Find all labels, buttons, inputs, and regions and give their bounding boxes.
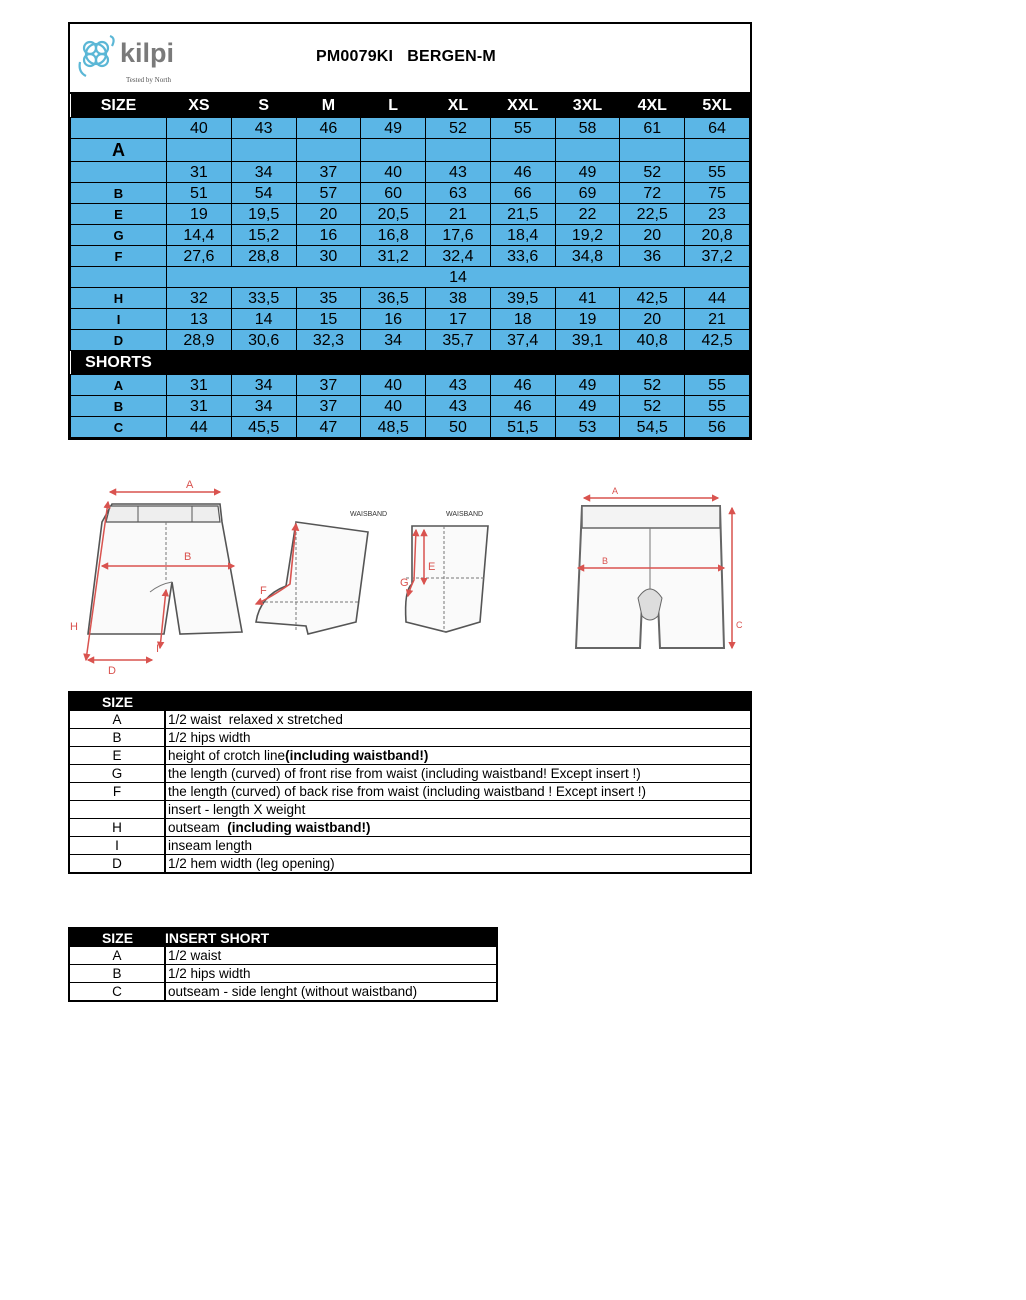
value-cell: 46 [490,162,555,183]
legend-description: 1/2 waist relaxed x stretched [168,711,343,727]
value-cell: 55 [490,118,555,139]
label-b: B [184,551,192,563]
value-cell: 19 [555,309,620,330]
front-rise-waistband: WAISBAND [446,511,484,518]
row-label [71,267,167,288]
shorts-row [71,396,750,417]
value-cell: 44 [167,417,232,438]
value-cell: 49 [555,396,620,417]
row-label [71,118,167,139]
shorts-section-label: SHORTS [71,351,167,375]
insert-legend-row [69,947,497,965]
value-cell [426,139,491,162]
value-cell: 28,8 [231,246,296,267]
legend-text [165,711,751,729]
value-cell: 30,6 [231,330,296,351]
value-cell: 64 [685,118,750,139]
legend-row [69,729,751,747]
insert-legend-text: 1/2 waist [165,947,497,965]
value-cell: 57 [296,183,361,204]
value-cell: 30 [296,246,361,267]
value-cell: 61 [620,118,685,139]
legend-row [69,801,751,819]
legend-description: the length (curved) of front rise from waist (including waistband! Except insert !) [168,765,641,781]
chart-header [70,24,750,94]
row-label: H [71,288,167,309]
value-cell: 32,3 [296,330,361,351]
svg-text:kilpi: kilpi [120,38,175,68]
label-f: F [260,585,267,597]
legend-text [165,729,751,747]
row-label: A [71,375,167,396]
insert-legend-key: B [69,965,165,983]
value-cell: 21 [685,309,750,330]
value-cell: 14,4 [167,225,232,246]
value-cell: 37,2 [685,246,750,267]
insert-short-legend [68,927,498,1002]
value-cell: 52 [426,118,491,139]
value-cell: 47 [296,417,361,438]
value-cell: 18 [490,309,555,330]
value-cell: 43 [426,375,491,396]
value-cell [361,139,426,162]
value-cell: 43 [231,118,296,139]
legend-text [165,837,751,855]
value-cell: 37 [296,375,361,396]
value-cell: 39,5 [490,288,555,309]
value-cell: 55 [685,375,750,396]
measurement-row [71,183,750,204]
size-header-xxl: XXL [490,94,555,118]
value-cell: 22 [555,204,620,225]
row-label: E [71,204,167,225]
legend-size-header: SIZE [69,692,165,711]
value-cell: 14 [231,309,296,330]
row-label: B [71,396,167,417]
value-cell: 18,4 [490,225,555,246]
value-cell: 33,5 [231,288,296,309]
value-cell: 16,8 [361,225,426,246]
value-cell: 52 [620,396,685,417]
value-cell: 63 [426,183,491,204]
value-cell: 49 [555,162,620,183]
measurement-row [71,118,750,139]
measurement-row [71,330,750,351]
value-cell: 46 [296,118,361,139]
back-rise-drawing [256,511,387,634]
legend-description: the length (curved) of back rise from waist (including waistband ! Except insert !) [168,783,646,799]
legend-row [69,711,751,729]
value-cell: 21 [426,204,491,225]
shorts-front-drawing [70,479,242,677]
legend-row [69,783,751,801]
value-cell: 48,5 [361,417,426,438]
kilpi-logo [76,32,196,88]
value-cell: 36 [620,246,685,267]
insert-legend-title: INSERT SHORT [165,928,497,947]
legend-key: G [69,765,165,783]
legend-row [69,765,751,783]
legend-key: B [69,729,165,747]
legend-description: outseam [168,819,228,835]
value-cell: 58 [555,118,620,139]
value-cell: 31 [167,375,232,396]
value-cell: 34,8 [555,246,620,267]
value-cell: 13 [167,309,232,330]
legend-row [69,819,751,837]
legend-key [69,801,165,819]
measurement-row [71,139,750,162]
legend-row [69,855,751,874]
row-label: C [71,417,167,438]
value-cell: 15 [296,309,361,330]
legend-description: height of crotch line [168,747,286,763]
measurement-row [71,246,750,267]
insert-short-drawing [576,486,743,648]
merged-value-cell: 14 [167,267,750,288]
measurement-row [71,309,750,330]
row-label: A [71,139,167,162]
value-cell: 55 [685,396,750,417]
value-cell [620,139,685,162]
value-cell: 21,5 [490,204,555,225]
value-cell: 50 [426,417,491,438]
insert-legend-text: outseam - side lenght (without waistband) [165,983,497,1002]
value-cell: 54 [231,183,296,204]
size-chart [68,22,752,440]
row-label: D [71,330,167,351]
measurement-illustrations [60,472,760,678]
legend-text [165,819,751,837]
row-label: G [71,225,167,246]
row-label: F [71,246,167,267]
legend-key: F [69,783,165,801]
value-cell: 37,4 [490,330,555,351]
product-title [316,48,510,66]
value-cell: 20 [620,225,685,246]
legend-text [165,783,751,801]
legend-description: inseam length [168,837,253,853]
value-cell: 37 [296,162,361,183]
product-name: BERGEN-M [407,48,496,65]
value-cell: 17 [426,309,491,330]
value-cell: 55 [685,162,750,183]
value-cell: 35,7 [426,330,491,351]
insert-legend-row [69,965,497,983]
insert-label-c: C [736,620,743,630]
value-cell: 60 [361,183,426,204]
value-cell: 40 [167,118,232,139]
value-cell: 42,5 [685,330,750,351]
legend-description: 1/2 hips width [168,729,251,745]
value-cell: 51 [167,183,232,204]
value-cell: 34 [231,396,296,417]
shorts-row [71,417,750,438]
value-cell: 34 [231,375,296,396]
size-header-xs: XS [167,94,232,118]
value-cell: 31 [167,162,232,183]
value-cell: 22,5 [620,204,685,225]
value-cell: 40 [361,396,426,417]
value-cell: 31 [167,396,232,417]
value-cell: 32 [167,288,232,309]
value-cell: 40 [361,375,426,396]
value-cell: 17,6 [426,225,491,246]
value-cell: 19 [167,204,232,225]
value-cell: 72 [620,183,685,204]
value-cell: 52 [620,375,685,396]
legend-emphasis: (including waistband!) [227,819,371,835]
value-cell: 34 [231,162,296,183]
value-cell: 20 [620,309,685,330]
size-header-5xl: 5XL [685,94,750,118]
legend-emphasis: (including waistband!) [285,747,429,763]
value-cell: 40 [361,162,426,183]
legend-text [165,747,751,765]
value-cell: 16 [296,225,361,246]
value-cell [296,139,361,162]
value-cell: 46 [490,375,555,396]
value-cell: 38 [426,288,491,309]
legend-description: 1/2 hem width (leg opening) [168,855,335,871]
value-cell: 33,6 [490,246,555,267]
legend-row [69,837,751,855]
size-header-l: L [361,94,426,118]
value-cell [685,139,750,162]
svg-text:Tested by North: Tested by North [126,76,172,84]
legend-description: insert - length X weight [168,801,306,817]
label-d: D [108,665,116,677]
measurement-legend [68,691,752,874]
insert-legend-text: 1/2 hips width [165,965,497,983]
size-header-3xl: 3XL [555,94,620,118]
value-cell: 46 [490,396,555,417]
legend-text [165,855,751,874]
value-cell: 43 [426,396,491,417]
value-cell: 32,4 [426,246,491,267]
measurement-row [71,204,750,225]
legend-key: D [69,855,165,874]
value-cell: 34 [361,330,426,351]
value-cell [231,139,296,162]
label-h: H [70,621,78,633]
value-cell: 19,2 [555,225,620,246]
label-g: G [400,577,409,589]
insert-legend-row [69,983,497,1002]
shorts-row [71,375,750,396]
insert-legend-key: A [69,947,165,965]
measurement-row [71,267,750,288]
product-code: PM0079KI [316,48,394,65]
value-cell [490,139,555,162]
value-cell: 20 [296,204,361,225]
front-rise-drawing [400,511,488,632]
value-cell: 37 [296,396,361,417]
size-grid [70,94,750,438]
legend-key: H [69,819,165,837]
measurement-row [71,288,750,309]
value-cell: 40,8 [620,330,685,351]
size-column-header: SIZE [71,94,167,118]
row-label: I [71,309,167,330]
value-cell: 19,5 [231,204,296,225]
legend-text [165,801,751,819]
legend-key: A [69,711,165,729]
value-cell: 20,5 [361,204,426,225]
insert-legend-key: C [69,983,165,1002]
row-label [71,162,167,183]
value-cell: 36,5 [361,288,426,309]
legend-key: E [69,747,165,765]
value-cell: 42,5 [620,288,685,309]
insert-label-a: A [612,486,619,496]
size-header-row [71,94,750,118]
value-cell: 75 [685,183,750,204]
value-cell: 49 [361,118,426,139]
value-cell: 28,9 [167,330,232,351]
value-cell: 56 [685,417,750,438]
value-cell: 31,2 [361,246,426,267]
value-cell: 44 [685,288,750,309]
value-cell: 69 [555,183,620,204]
value-cell: 23 [685,204,750,225]
label-i: I [156,643,160,655]
size-header-m: M [296,94,361,118]
value-cell: 49 [555,375,620,396]
value-cell: 16 [361,309,426,330]
value-cell: 39,1 [555,330,620,351]
value-cell: 41 [555,288,620,309]
value-cell [167,139,232,162]
label-a: A [186,479,194,491]
label-e: E [428,561,436,573]
shorts-section-row [71,351,750,375]
value-cell: 20,8 [685,225,750,246]
value-cell: 45,5 [231,417,296,438]
value-cell: 51,5 [490,417,555,438]
value-cell: 53 [555,417,620,438]
legend-text [165,765,751,783]
value-cell: 43 [426,162,491,183]
size-header-s: S [231,94,296,118]
legend-key: I [69,837,165,855]
value-cell: 66 [490,183,555,204]
value-cell: 27,6 [167,246,232,267]
size-header-xl: XL [426,94,491,118]
value-cell: 15,2 [231,225,296,246]
value-cell: 54,5 [620,417,685,438]
value-cell: 52 [620,162,685,183]
legend-row [69,747,751,765]
value-cell [555,139,620,162]
size-header-4xl: 4XL [620,94,685,118]
measurement-row [71,162,750,183]
insert-legend-size-header: SIZE [69,928,165,947]
measurement-row [71,225,750,246]
value-cell: 35 [296,288,361,309]
back-rise-waistband: WAISBAND [350,511,388,518]
insert-label-b: B [602,556,609,566]
row-label: B [71,183,167,204]
